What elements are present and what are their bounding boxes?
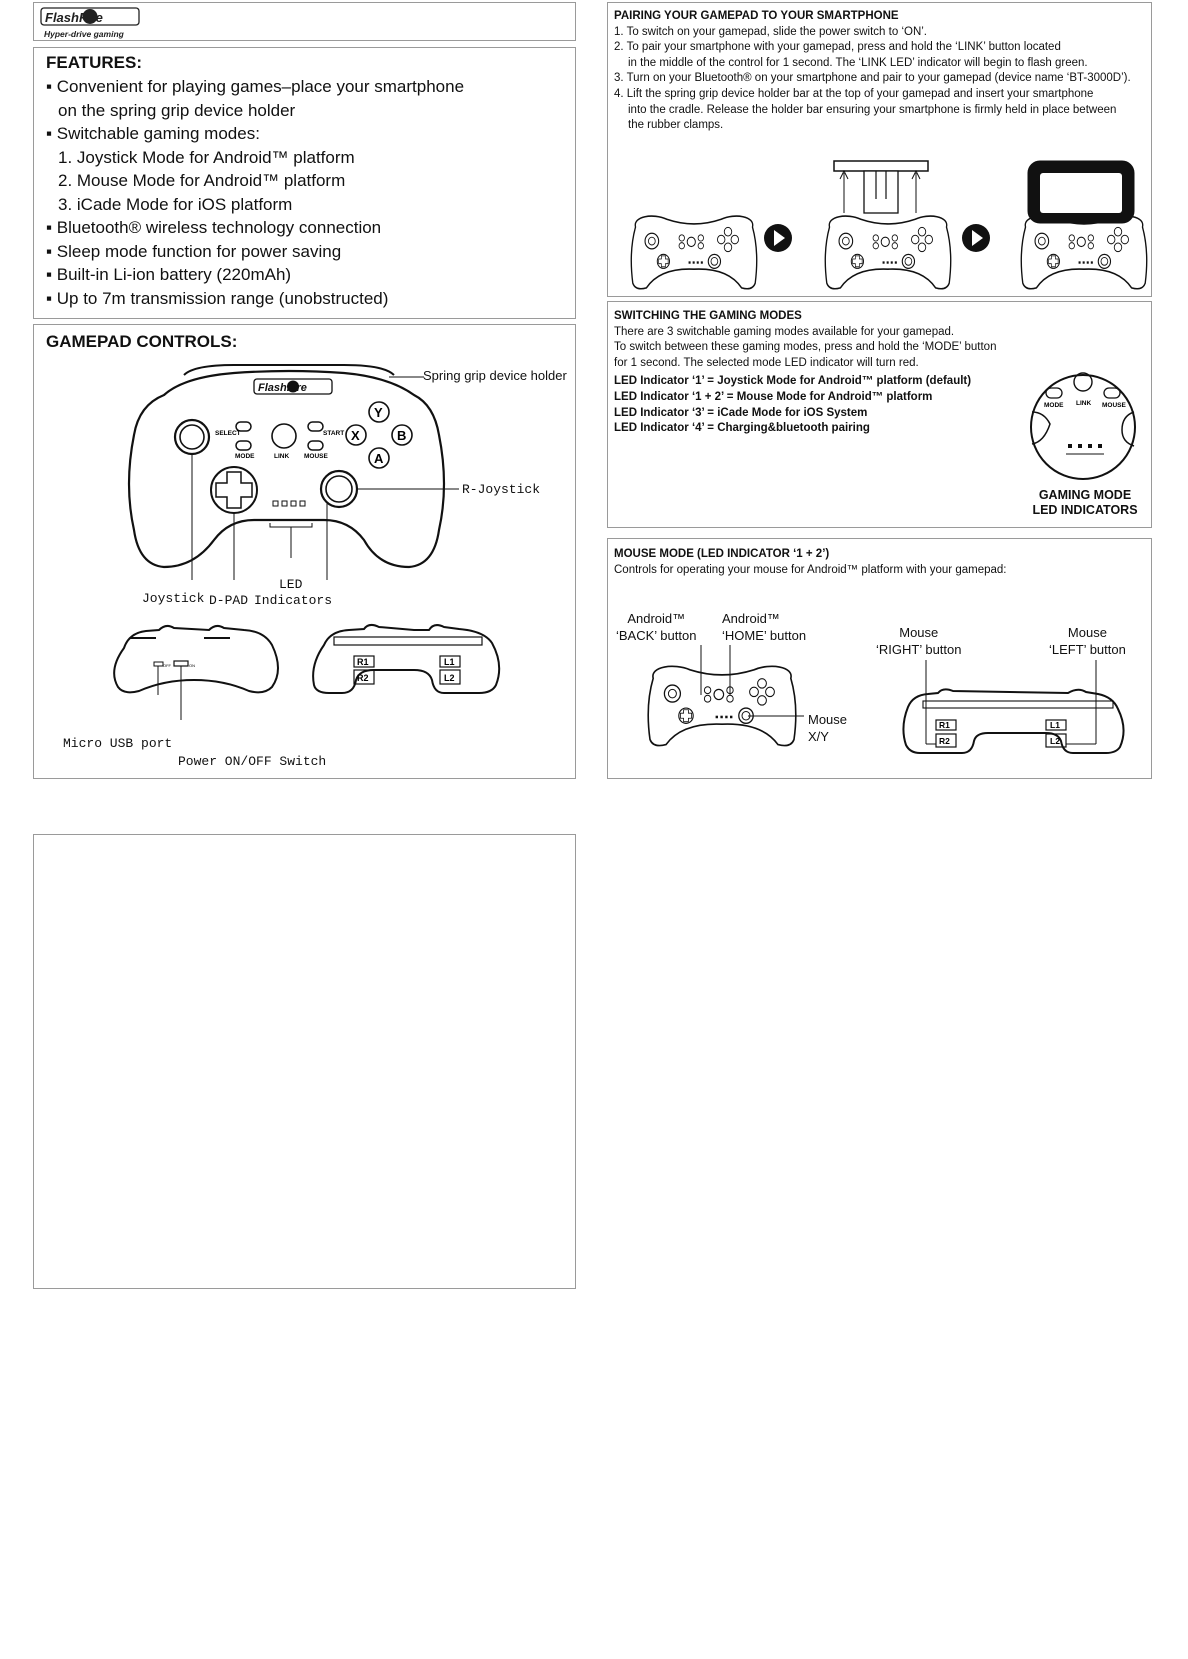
modes-intro: To switch between these gaming modes, press and hold the ‘MODE’ button <box>614 341 997 354</box>
zoom-mouse-label: MOUSE <box>1102 402 1126 409</box>
b-button: B <box>397 428 407 443</box>
indicators-label: Indicators <box>254 593 333 608</box>
brand-tagline: Hyper-drive gaming <box>44 29 124 39</box>
mouse-xy-label: Mouse X/Y <box>808 712 848 744</box>
feature-subitem: 3. iCade Mode for iOS platform <box>58 194 293 214</box>
joystick-label: Joystick <box>142 591 205 606</box>
feature-item: ▪ Bluetooth® wireless technology connection <box>46 218 382 237</box>
spring-grip-label: Spring grip device holder <box>423 368 567 383</box>
led-indicator: LED Indicator ‘3’ = iCade Mode for iOS System <box>614 406 868 419</box>
mouse-left-label: Mouse ‘LEFT’ button <box>1049 625 1126 657</box>
features-box <box>33 47 576 319</box>
modes-heading: SWITCHING THE GAMING MODES <box>614 310 802 322</box>
pairing-step: into the cradle. Release the holder bar ensuring your smartphone is firmly held in place between <box>628 103 1117 116</box>
pairing-step: 2. To pair your smartphone with your gamepad, press and hold the ‘LINK’ button located <box>614 41 1061 54</box>
mm-r2-button: R2 <box>939 736 950 746</box>
home-button-label: Android™ ‘HOME’ button <box>722 611 807 643</box>
l2-button: L2 <box>444 673 455 683</box>
pairing-step: 1. To switch on your gamepad, slide the power switch to ‘ON’. <box>614 25 927 38</box>
feature-item: ▪ Sleep mode function for power saving <box>46 241 342 261</box>
feature-subitem: 2. Mouse Mode for Android™ platform <box>58 171 346 190</box>
power-switch-label: Power ON/OFF Switch <box>178 754 327 769</box>
pairing-text <box>614 9 1131 134</box>
mouse-mode-box <box>607 538 1152 779</box>
flashfire-logo <box>40 6 150 40</box>
x-button: X <box>351 428 360 443</box>
r2-button: R2 <box>357 673 369 683</box>
y-button: Y <box>374 405 383 420</box>
feature-subitem: 1. Joystick Mode for Android™ platform <box>58 147 355 167</box>
dpad-label: D-PAD <box>209 593 249 608</box>
led-indicator: LED Indicator ‘1 + 2’ = Mouse Mode for Android™ platform <box>614 390 933 403</box>
led-indicator: LED Indicator ‘4’ = Charging&bluetooth pairing <box>614 422 870 435</box>
feature-item-cont: on the spring grip device holder <box>58 100 296 120</box>
controls-box <box>33 324 576 779</box>
zoom-link-label: LINK <box>1076 400 1092 407</box>
feature-item: ▪ Convenient for playing games–place your smartphone <box>46 77 465 96</box>
pairing-sequence-diagram <box>608 143 1153 293</box>
feature-item: ▪ Built-in Li-ion battery (220mAh) <box>46 265 292 284</box>
mouse-mode-intro: Controls for operating your mouse for Android™ platform with your gamepad: <box>614 563 1007 576</box>
mouse-label: MOUSE <box>304 453 328 460</box>
arrow-icon <box>962 224 990 252</box>
micro-usb-label: Micro USB port <box>63 736 173 751</box>
led-caption: GAMING MODE LED INDICATORS <box>1032 488 1138 517</box>
gamepad-front-diagram <box>34 325 577 780</box>
select-label: SELECT <box>215 430 241 437</box>
l1-button: L1 <box>444 657 455 667</box>
empty-panel <box>33 834 576 1289</box>
mouse-mode-heading: MOUSE MODE (LED INDICATOR ‘1 + 2’) <box>614 548 830 560</box>
pairing-step: the rubber clamps. <box>628 119 724 132</box>
features-heading: FEATURES: <box>46 53 143 72</box>
modes-box <box>607 301 1152 528</box>
mode-label: MODE <box>235 453 255 460</box>
mouse-right-label: Mouse ‘RIGHT’ button <box>876 625 962 657</box>
on-label: ON <box>189 663 195 668</box>
brand-name: FlashFire <box>45 10 103 25</box>
pairing-step: 3. Turn on your Bluetooth® on your smartphone and pair to your gamepad (device name ‘BT-3000D’). <box>614 72 1131 85</box>
feature-item: ▪ Up to 7m transmission range (unobstructed) <box>46 288 389 308</box>
pairing-step: in the middle of the control for 1 second. The ‘LINK LED’ indicator will begin to flash green. <box>628 56 1088 69</box>
modes-intro: There are 3 switchable gaming modes available for your gamepad. <box>614 325 955 338</box>
pairing-step: 4. Lift the spring grip device holder bar at the top of your gamepad and insert your smartphone <box>614 87 1094 100</box>
mm-r1-button: R1 <box>939 720 950 730</box>
led-indicator: LED Indicator ‘1’ = Joystick Mode for Android™ platform (default) <box>614 375 972 388</box>
modes-text <box>614 309 996 437</box>
zoom-mode-label: MODE <box>1044 402 1064 409</box>
arrow-icon <box>764 224 792 252</box>
pad-logo-text: FlashFire <box>258 382 307 394</box>
led-label: LED <box>279 577 303 592</box>
pairing-box <box>607 2 1152 297</box>
modes-intro: for 1 second. The selected mode LED indicator will turn red. <box>614 356 919 369</box>
controls-heading: GAMEPAD CONTROLS: <box>46 332 238 351</box>
link-label: LINK <box>274 453 290 460</box>
r1-button: R1 <box>357 657 369 667</box>
led-zoom-diagram <box>1028 372 1138 482</box>
off-label: OFF <box>163 663 171 668</box>
start-label: START <box>323 430 345 437</box>
feature-item: ▪ Switchable gaming modes: <box>46 124 260 143</box>
mm-l2-button: L2 <box>1050 736 1060 746</box>
features-list <box>46 75 464 310</box>
a-button: A <box>374 451 384 466</box>
back-button-label: Android™ ‘BACK’ button <box>616 611 697 643</box>
r-joystick-label: R-Joystick <box>462 482 541 497</box>
mouse-mode-diagram <box>608 539 1153 780</box>
pairing-heading: PAIRING YOUR GAMEPAD TO YOUR SMARTPHONE <box>614 10 899 22</box>
logo-box <box>33 2 576 41</box>
mm-l1-button: L1 <box>1050 720 1060 730</box>
